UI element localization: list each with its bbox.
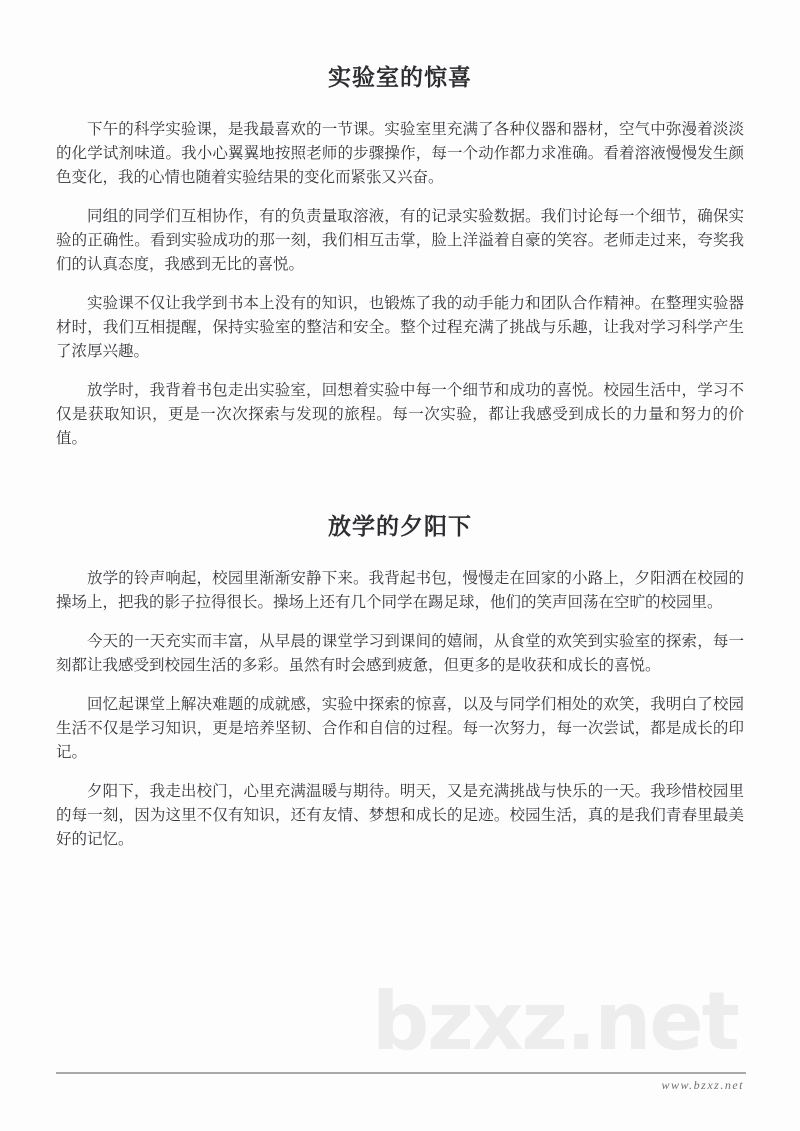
essay-paragraph: 下午的科学实验课，是我最喜欢的一节课。实验室里充满了各种仪器和器材，空气中弥漫着淡淡的化学试剂味道。我小心翼翼地按照老师的步骤操作，每一个动作都力求准确。看着溶液慢慢发生颜色变化，我的心情也随着实验结果的变化而紧张又兴奋。 bbox=[56, 121, 744, 186]
essay-paragraph: 今天的一天充实而丰富，从早晨的课堂学习到课间的嬉闹，从食堂的欢笑到实验室的探索，每一刻都让我感受到校园生活的多彩。虽然有时会感到疲惫，但更多的是收获和成长的喜悦。 bbox=[56, 633, 744, 674]
essay-title: 放学的夕阳下 bbox=[328, 514, 472, 539]
essay-sunset-after-school bbox=[56, 512, 744, 852]
essay-paragraph: 夕阳下，我走出校门，心里充满温暖与期待。明天，又是充满挑战与快乐的一天。我珍惜校园里的每一刻，因为这里不仅有知识，还有友情、梦想和成长的足迹。校园生活，真的是我们青春里最美好的记忆。 bbox=[56, 783, 744, 848]
watermark-logo: bzxz.net bbox=[372, 975, 738, 1068]
footer-url: www.bzxz.net bbox=[661, 1078, 744, 1092]
essay-title: 实验室的惊喜 bbox=[328, 65, 472, 90]
footer-divider bbox=[56, 1072, 746, 1074]
essay-paragraph: 实验课不仅让我学到书本上没有的知识，也锻炼了我的动手能力和团队合作精神。在整理实验器材时，我们互相提醒，保持实验室的整洁和安全。整个过程充满了挑战与乐趣，让我对学习科学产生了浓厚兴趣。 bbox=[56, 295, 744, 360]
essay-paragraph: 放学的铃声响起，校园里渐渐安静下来。我背起书包，慢慢走在回家的小路上，夕阳洒在校园的操场上，把我的影子拉得很长。操场上还有几个同学在踢足球，他们的笑声回荡在空旷的校园里。 bbox=[56, 570, 744, 611]
essay-paragraph: 放学时，我背着书包走出实验室，回想着实验中每一个细节和成功的喜悦。校园生活中，学习不仅是获取知识，更是一次次探索与发现的旅程。每一次实验，都让我感受到成长的力量和努力的价值。 bbox=[56, 382, 744, 447]
essays-content bbox=[0, 63, 800, 852]
essay-lab-surprise bbox=[56, 63, 744, 451]
essay-paragraph: 同组的同学们互相协作，有的负责量取溶液，有的记录实验数据。我们讨论每一个细节，确保实验的正确性。看到实验成功的那一刻，我们相互击掌，脸上洋溢着自豪的笑容。老师走过来，夸奖我们的认真态度，我感到无比的喜悦。 bbox=[56, 208, 744, 273]
essay-paragraph: 回忆起课堂上解决难题的成就感，实验中探索的惊喜，以及与同学们相处的欢笑，我明白了校园生活不仅是学习知识，更是培养坚韧、合作和自信的过程。每一次努力，每一次尝试，都是成长的印记。 bbox=[56, 696, 744, 761]
